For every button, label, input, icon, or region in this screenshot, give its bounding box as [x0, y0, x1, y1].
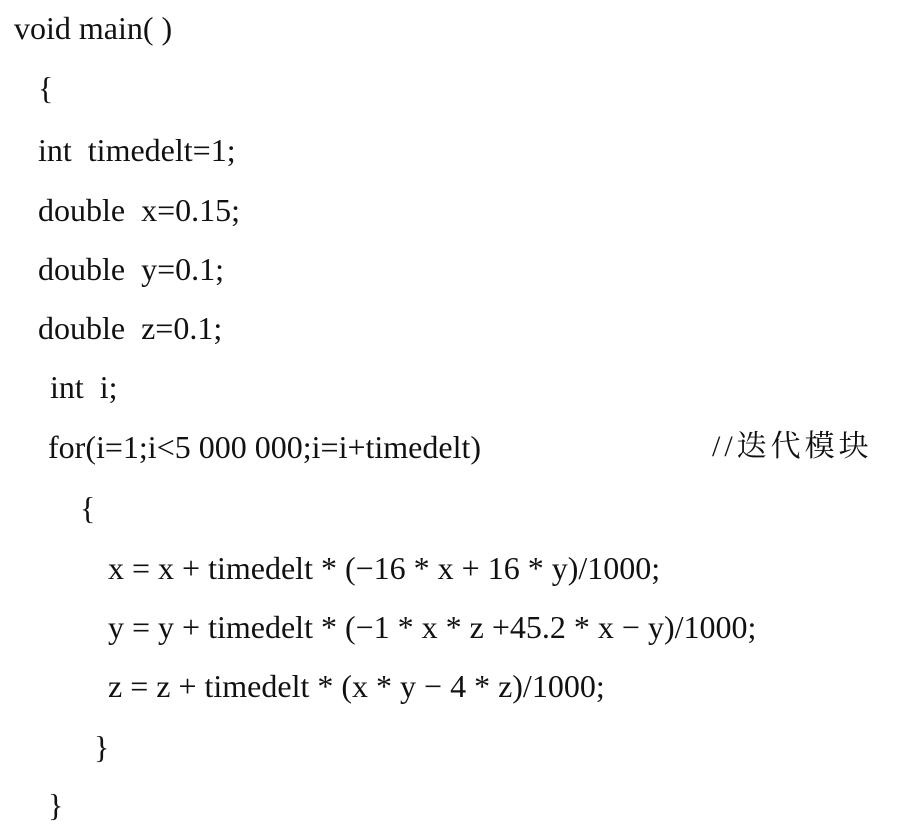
code-line-z-update: z = z + timedelt * (x * y − 4 * z)/1000;	[108, 668, 605, 704]
code-line-y-decl: double y=0.1;	[38, 251, 225, 287]
code-line-close-brace: }	[48, 787, 64, 823]
code-line-y-update: y = y + timedelt * (−1 * x * z +45.2 * x − y)/1000;	[108, 609, 757, 645]
code-line-loop-open-brace: {	[80, 490, 96, 526]
code-line-z-decl: double z=0.1;	[38, 310, 223, 346]
code-line-i-decl: int i;	[50, 369, 118, 405]
code-line-for-loop: for(i=1;i<5 000 000;i=i+timedelt)	[48, 429, 482, 465]
code-line-open-brace: {	[38, 70, 54, 106]
code-line-timedelt-decl: int timedelt=1;	[38, 132, 236, 168]
code-comment-iteration: //迭代模块	[712, 430, 873, 463]
code-line-x-decl: double x=0.15;	[38, 192, 241, 228]
code-line-main-signature: void main( )	[14, 10, 173, 46]
code-line-x-update: x = x + timedelt * (−16 * x + 16 * y)/1000;	[108, 550, 661, 586]
code-line-loop-close-brace: }	[94, 729, 110, 765]
